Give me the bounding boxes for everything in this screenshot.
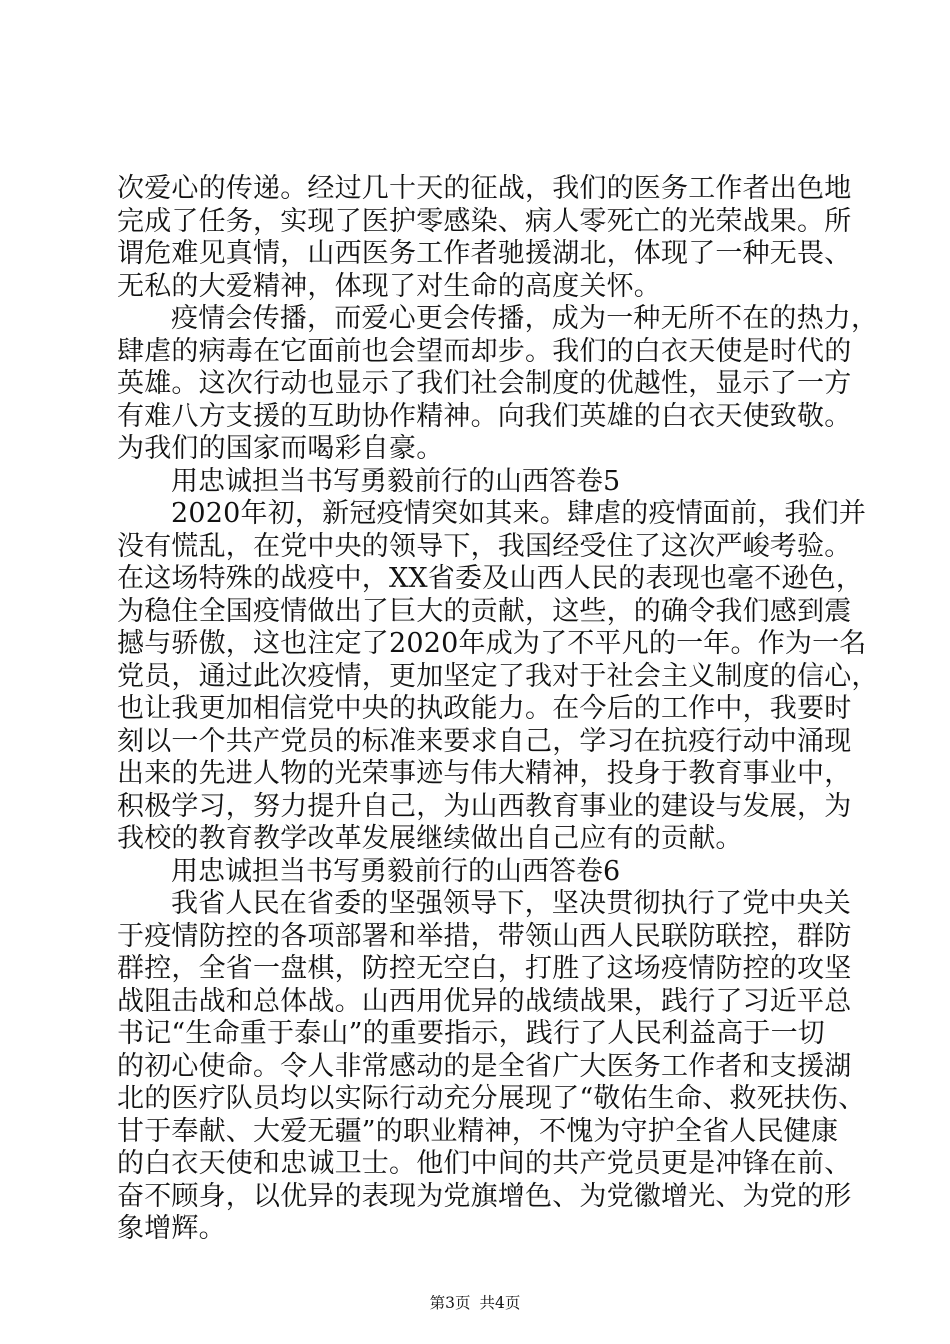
document-body — [117, 173, 879, 1246]
text-line: 肆虐的病毒在它面前也会望而却步。我们的白衣天使是时代的 — [117, 335, 852, 367]
text-line: 党员，通过此次疫情，更加坚定了我对于社会主义制度的信心， — [117, 660, 879, 692]
section-heading — [117, 466, 837, 499]
text-line: 北的医疗队员均以实际行动充分展现了“敬佑生命、救死扶伤、 — [117, 1083, 866, 1114]
text-line: 群控，全省一盘棋，防控无空白，打胜了这场疫情防控的攻坚 — [117, 953, 852, 984]
text-line: 刻以一个共产党员的标准来要求自己，学习在抗疫行动中涌现 — [117, 725, 852, 757]
heading-text: 用忠诚担当书写勇毅前行的山西答卷5 — [171, 465, 621, 497]
text-line: 甘于奉献、大爱无疆”的职业精神，不愧为守护全省人民健康 — [117, 1115, 839, 1147]
text-line: 积极学习，努力提升自己，为山西教育事业的建设与发展，为 — [117, 790, 852, 822]
text-line: 书记“生命重于泰山”的重要指示，践行了人民利益高于一切 — [117, 1018, 826, 1049]
text-line: 出来的先进人物的光荣事迹与伟大精神，投身于教育事业中， — [117, 758, 852, 789]
paragraph — [117, 888, 866, 1246]
text-line: 2020年初，新冠疫情突如其来。肆虐的疫情面前，我们并 — [171, 498, 867, 529]
text-line: 完成了任务，实现了医护零感染、病人零死亡的光荣战果。所 — [117, 205, 852, 237]
text-line: 疫情会传播，而爱心更会传播，成为一种无所不在的热力， — [171, 303, 879, 334]
paragraph-continuation — [117, 173, 852, 303]
page-number: 第3页 — [429, 1294, 471, 1312]
text-line: 的白衣天使和忠诚卫士。他们中间的共产党员更是冲锋在前、 — [117, 1148, 852, 1179]
text-line: 象增辉。 — [117, 1213, 226, 1244]
page-footer — [0, 1293, 950, 1313]
text-line: 有难八方支援的互助协作精神。向我们英雄的白衣天使致敬。 — [117, 400, 852, 432]
text-line: 谓危难见真情，山西医务工作者驰援湖北，体现了一种无畏、 — [117, 238, 852, 269]
text-line: 也让我更加相信党中央的执政能力。在今后的工作中，我要时 — [117, 693, 852, 724]
text-line: 无私的大爱精神，体现了对生命的高度关怀。 — [117, 270, 661, 302]
text-line: 撼与骄傲，这也注定了2020年成为了不平凡的一年。作为一名 — [117, 628, 867, 659]
page-total: 共4页 — [479, 1294, 521, 1312]
text-line: 战阻击战和总体战。山西用优异的战绩战果，践行了习近平总 — [117, 985, 852, 1017]
text-line: 我省人民在省委的坚强领导下，坚决贯彻执行了党中央关 — [171, 888, 851, 919]
text-line: 奋不顾身，以优异的表现为党旗增色、为党徽增光、为党的形 — [117, 1180, 852, 1212]
heading-text: 用忠诚担当书写勇毅前行的山西答卷6 — [171, 855, 621, 887]
text-line: 次爱心的传递。经过几十天的征战，我们的医务工作者出色地 — [117, 173, 852, 204]
paragraph — [117, 303, 879, 466]
text-line: 为我们的国家而喝彩自豪。 — [117, 433, 444, 464]
text-line: 的初心使命。令人非常感动的是全省广大医务工作者和支援湖 — [117, 1050, 852, 1082]
text-line: 英雄。这次行动也显示了我们社会制度的优越性，显示了一方 — [117, 368, 852, 399]
text-line: 没有慌乱，在党中央的领导下，我国经受住了这次严峻考验。 — [117, 530, 852, 562]
text-line: 于疫情防控的各项部署和举措，带领山西人民联防联控，群防 — [117, 920, 852, 952]
text-line: 为稳住全国疫情做出了巨大的贡献，这些，的确令我们感到震 — [117, 595, 852, 627]
text-line: 在这场特殊的战疫中，XX省委及山西人民的表现也毫不逊色， — [117, 563, 864, 594]
text-line: 我校的教育教学改革发展继续做出自己应有的贡献。 — [117, 823, 743, 854]
section-heading — [117, 856, 837, 889]
paragraph — [117, 498, 879, 856]
